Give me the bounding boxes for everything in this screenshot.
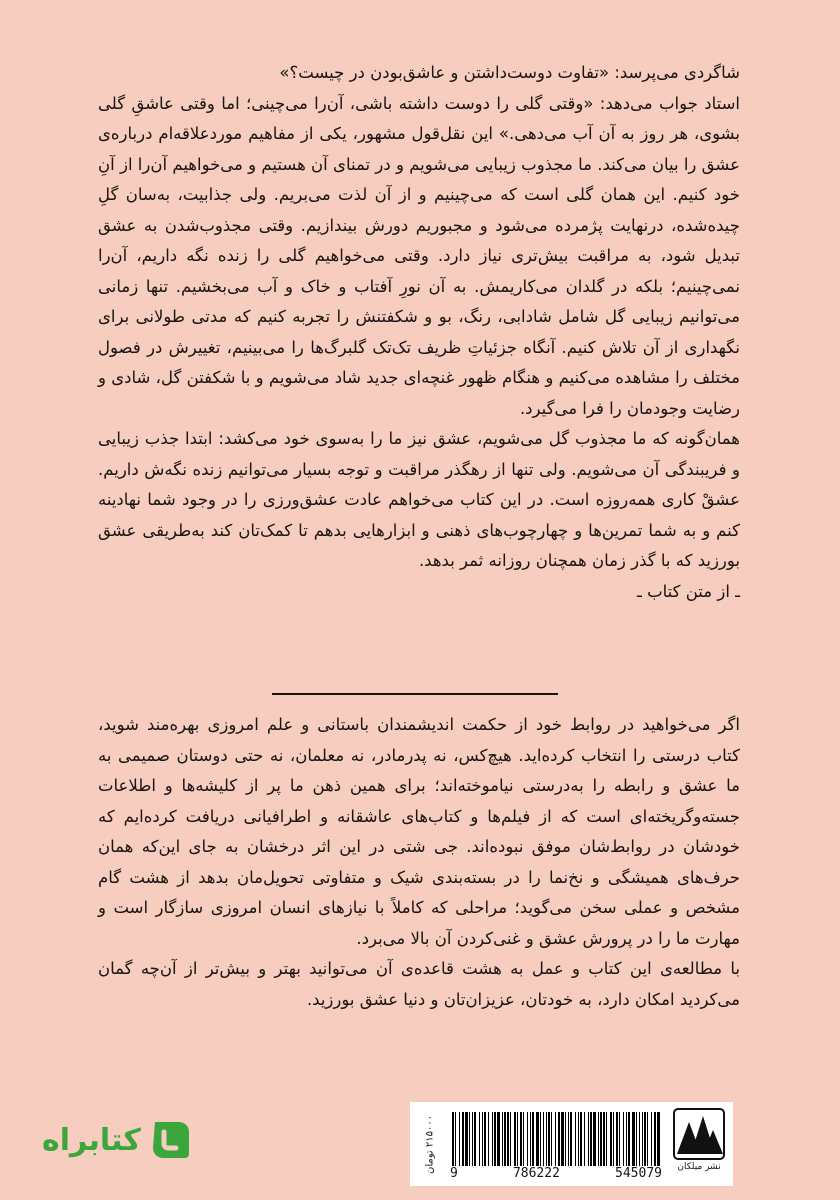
- isbn-group-2: 545079: [615, 1166, 662, 1181]
- price-label: ۲۱۵۰۰۰ تومان: [424, 1114, 436, 1174]
- blurb-paragraph: با مطالعه‌ی این کتاب و عمل به هشت قاعده‌ی آن می‌توانید بهتر و بیش‌تر از آن‌چه گمان می‌کردید امکان دارد، به خودتان، عزیزان‌تان و دنیا عشق بورزید.: [98, 959, 740, 1009]
- excerpt-question: شاگردی می‌پرسد: «تفاوت دوست‌داشتن و عاشق‌بودن در چیست؟»: [279, 63, 740, 82]
- section-divider: [272, 693, 558, 695]
- mountains-icon: [673, 1108, 725, 1160]
- excerpt-closing: همان‌گونه که ما مجذوب گل می‌شویم، عشق نیز ما را به‌سوی خود می‌کشد: ابتدا جذب زیبایی و فریبندگی آن می‌شویم. ولی تنها از رهگذر مراقبت و توجه بسیار می‌توانیم زنده نگه‌ش داریم. عشقْ کاری همه‌روزه است. در این کتاب می‌خواهم عادت عشق‌ورزی را در وجود شما نهادینه کنم و به شما تمرین‌ها و چهارچوب‌های ذهنی و ابزارهایی بدهم تا کمک‌تان کند به‌طریقی عشق بورزید که با گذر زمان همچنان روزانه ثمر بدهد.: [98, 429, 740, 570]
- excerpt-attribution: ـ از متن کتاب ـ: [637, 581, 740, 601]
- ketabrah-mark-icon: [149, 1118, 193, 1162]
- ketabrah-logo: [42, 1115, 202, 1165]
- isbn-number: [450, 1166, 662, 1181]
- barcode-box: [410, 1102, 733, 1186]
- excerpt-section: [98, 58, 740, 607]
- barcode: [450, 1112, 662, 1166]
- ketabrah-logo-text: کتابراه: [42, 1122, 141, 1158]
- isbn-prefix: 9: [450, 1166, 458, 1181]
- blurb-section: [98, 710, 740, 1015]
- isbn-group-1: 786222: [512, 1166, 560, 1181]
- publisher-logo: [671, 1108, 727, 1180]
- blurb-paragraph: اگر می‌خواهید در روابط خود از حکمت اندیشمندان باستانی و علم امروزی بهره‌مند شوید، کتاب درستی را انتخاب کرده‌اید. هیچ‌کس، نه پدرمادر، نه معلمان، نه حتی دوستان صمیمی به ما عشق و رابطه را به‌درستی نیاموخته‌اند؛ برای همین ذهن ما پر از کلیشه‌ها و اطلاعات جسته‌وگریخته‌ای است که از فیلم‌ها و کتاب‌های عاشقانه و اطرافیانی دریافت کرده‌ایم که خودشان در روابط‌شان موفق نبوده‌اند. جی شتی در این اثر درخشان به جای این‌که همان حرف‌های همیشگی و نخ‌نما را در بسته‌بندی شیک و متفاوتی تحویل‌مان بدهد از هشت گام مشخص و عملی سخن می‌گوید؛ مراحلی که کاملاً با نیازهای انسان امروزی سازگار است و مهارت ما را در پرورش عشق و غنی‌کردن آن بالا می‌برد.: [98, 715, 740, 948]
- excerpt-answer: استاد جواب می‌دهد: «وقتی گلی را دوست داشته باشی، آن‌را می‌چینی؛ اما وقتی عاشقِ گلی بشوی، هر روز به آن آب می‌دهی.» این نقل‌قول مشهور، یکی از مفاهیم موردعلاقه‌ام درباره‌ی عشق را بیان می‌کند. ما مجذوب زیبایی می‌شویم و در تمنای آن هستیم و می‌خواهیم آن‌را از آنِ خود کنیم. این همان گلی است که می‌چینیم و از آن لذت می‌بریم. ولی جذابیت، به‌سان گلِ چیده‌شده، درنهایت پژمرده می‌شود و مجبوریم دورش بیندازیم. وقتی مجذوب‌شدن به عشق تبدیل شود، به مراقبت بیش‌تری نیاز دارد. وقتی می‌خواهیم گلی را زنده نگه داریم، آن‌را نمی‌چینیم؛ بلکه در گلدان می‌کاریمش. به آن نورِ آفتاب و خاک و آب می‌بخشیم. تنها زمانی می‌توانیم زیبایی گل شامل شادابی، رنگ، بو و شکفتنش را تجربه کنیم که مدتی طولانی برای نگهداری از آن تلاش کنیم. آنگاه جزئیاتِ ظریف تک‌تک گلبرگ‌ها را می‌بینیم، تغییرش در فصول مختلف را مشاهده می‌کنیم و هنگام ظهور غنچه‌ای جدید شاد می‌شویم و با شکفتن گل، شادی و رضایت وجودمان را فرا می‌گیرد.: [98, 93, 740, 418]
- publisher-name: نشر میلکان: [677, 1162, 721, 1172]
